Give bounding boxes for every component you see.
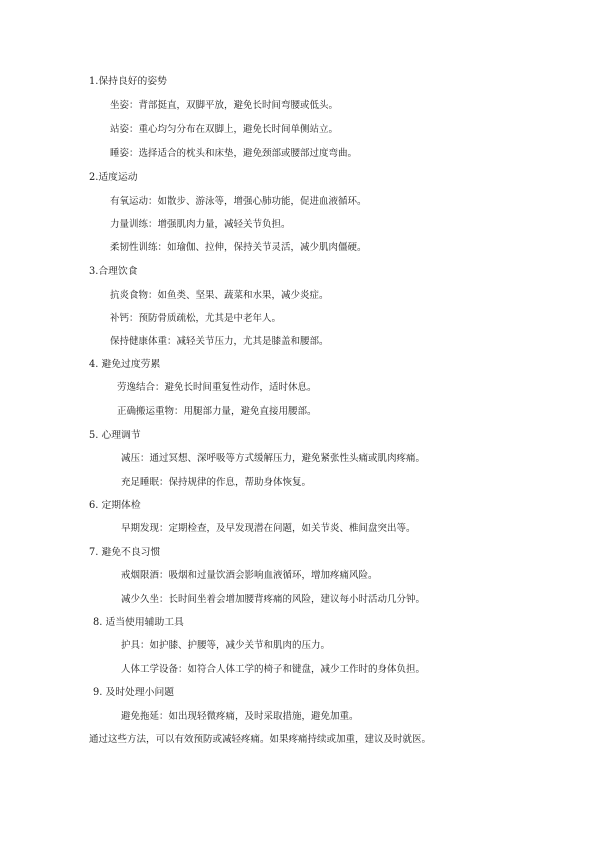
- list-item: 补钙：预防骨质疏松，尤其是中老年人。: [110, 313, 282, 324]
- list-item: 睡姿：选择适合的枕头和床垫，避免颈部或腰部过度弯曲。: [110, 148, 358, 159]
- list-item: 有氧运动：如散步、游泳等，增强心肺功能，促进血液循环。: [110, 196, 367, 207]
- list-item: 人体工学设备：如符合人体工学的椅子和键盘，减少工作时的身体负担。: [121, 664, 426, 675]
- list-item: 戒烟限酒：吸烟和过量饮酒会影响血液循环，增加疼痛风险。: [121, 570, 378, 581]
- section-heading: 2.适度运动: [89, 172, 138, 183]
- section-heading: 7. 避免不良习惯: [89, 547, 161, 558]
- section-heading: 1.保持良好的姿势: [89, 76, 167, 87]
- list-item: 抗炎食物：如鱼类、坚果、蔬菜和水果，减少炎症。: [110, 290, 329, 301]
- list-item: 力量训练：增强肌肉力量，减轻关节负担。: [110, 219, 291, 230]
- section-heading: 9. 及时处理小问题: [93, 687, 175, 698]
- section-heading: 6. 定期体检: [89, 500, 141, 511]
- list-item: 减压：通过冥想、深呼吸等方式缓解压力，避免紧张性头痛或肌肉疼痛。: [121, 453, 426, 464]
- section-heading: 4. 避免过度劳累: [89, 359, 161, 370]
- section-heading: 5. 心理调节: [89, 430, 141, 441]
- list-item: 柔韧性训练：如瑜伽、拉伸，保持关节灵活，减少肌肉僵硬。: [110, 242, 367, 253]
- section-heading: 3.合理饮食: [89, 266, 138, 277]
- list-item: 劳逸结合：避免长时间重复性动作，适时休息。: [117, 382, 317, 393]
- list-item: 站姿：重心均匀分布在双脚上，避免长时间单侧站立。: [110, 124, 339, 135]
- list-item: 正确搬运重物：用腿部力量，避免直接用腰部。: [117, 406, 317, 417]
- conclusion-text: 通过这些方法，可以有效预防或减轻疼痛。如果疼痛持续或加重，建议及时就医。: [89, 734, 432, 745]
- list-item: 早期发现：定期检查，及早发现潜在问题，如关节炎、椎间盘突出等。: [121, 523, 416, 534]
- section-heading: 8. 适当使用辅助工具: [93, 617, 184, 628]
- list-item: 保持健康体重：减轻关节压力，尤其是膝盖和腰部。: [110, 336, 329, 347]
- list-item: 护具：如护膝、护腰等，减少关节和肌肉的压力。: [121, 640, 331, 651]
- list-item: 充足睡眠：保持规律的作息，帮助身体恢复。: [121, 477, 312, 488]
- list-item: 避免拖延：如出现轻微疼痛，及时采取措施，避免加重。: [121, 711, 359, 722]
- list-item: 减少久坐：长时间坐着会增加腰背疼痛的风险，建议每小时活动几分钟。: [121, 594, 426, 605]
- list-item: 坐姿：背部挺直，双脚平放，避免长时间弯腰或低头。: [110, 100, 339, 111]
